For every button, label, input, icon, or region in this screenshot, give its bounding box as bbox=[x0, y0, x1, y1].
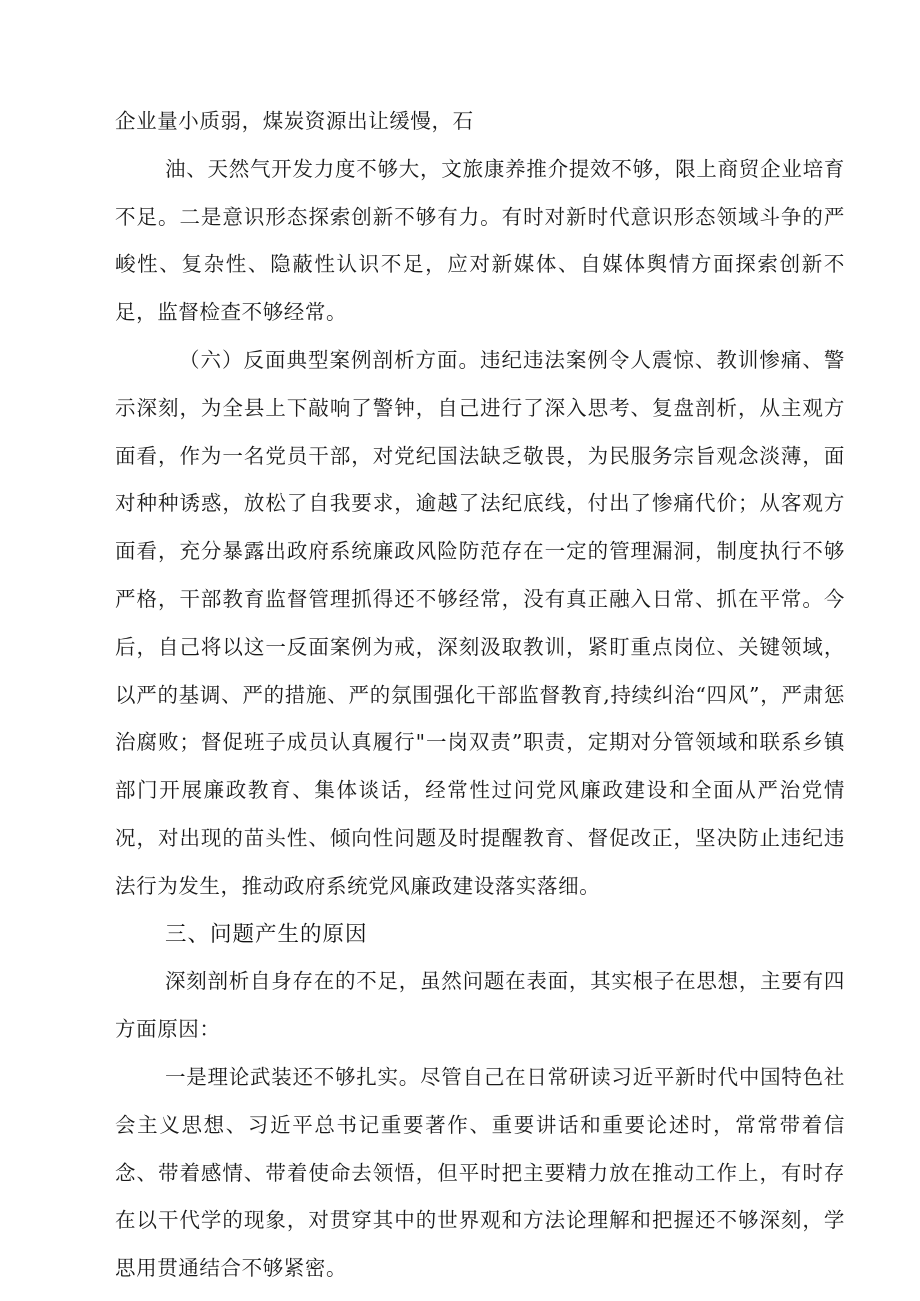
paragraph-theory: 一是理论武装还不够扎实。尽管自己在日常研读习近平新时代中国特色社会主义思想、习近平总书记重要著作、重要讲话和重要论述时，常常带着信念、带着感情、带着使命去领悟，但平时把主要精力放在推动工作上，有时存在以干代学的现象，对贯穿其中的世界观和方法论理解和把握还不够深刻，学思用贯通结合不够紧密。 bbox=[115, 1064, 845, 1281]
continued-line: 企业量小质弱，煤炭资源出让缓慢，石 bbox=[115, 109, 474, 133]
paragraph-case-analysis: （六）反面典型案例剖析方面。违纪违法案例令人震惊、教训惨痛、警示深刻，为全县上下敲响了警钟，自己进行了深入思考、复盘剖析，从主观方面看，作为一名党员干部，对党纪国法缺乏敬畏，为民服务宗旨观念淡薄，面对种种诱惑，放松了自我要求，逾越了法纪底线，付出了惨痛代价；从客观方面看，充分暴露出政府系统廉政风险防范存在一定的管理漏洞，制度执行不够严格，干部教育监督管理抓得还不够经常，没有真正融入日常、抓在平常。今后，自己将以这一反面案例为戒，深刻汲取教训，紧盯重点岗位、关键领域，以严的基调、严的措施、严的氛围强化干部监督教育,持续纠治“四风”，严肃惩治腐败；督促班子成员认真履行"一岗双责”职责，定期对分管领域和联系乡镇部门开展廉政教育、集体谈话，经常性过问党风廉政建设和全面从严治党情况，对出现的苗头性、倾向性问题及时提醒教育、督促改正，坚决防止违纪违法行为发生，推动政府系统党风廉政建设落实落细。 bbox=[115, 347, 845, 898]
paragraph-causes-intro: 深刻剖析自身存在的不足，虽然问题在表面，其实根子在思想，主要有四方面原因： bbox=[115, 969, 845, 1042]
document-body bbox=[115, 98, 845, 1293]
section-heading-causes: 三、问题产生的原因 bbox=[165, 921, 368, 947]
paragraph-ideology: 油、天然气开发力度不够大，文旅康养推介提效不够，限上商贸企业培育不足。二是意识形态探索创新不够有力。有时对新时代意识形态领域斗争的严峻性、复杂性、隐蔽性认识不足，应对新媒体、自媒体舆情方面探索创新不足，监督检查不够经常。 bbox=[115, 156, 845, 325]
